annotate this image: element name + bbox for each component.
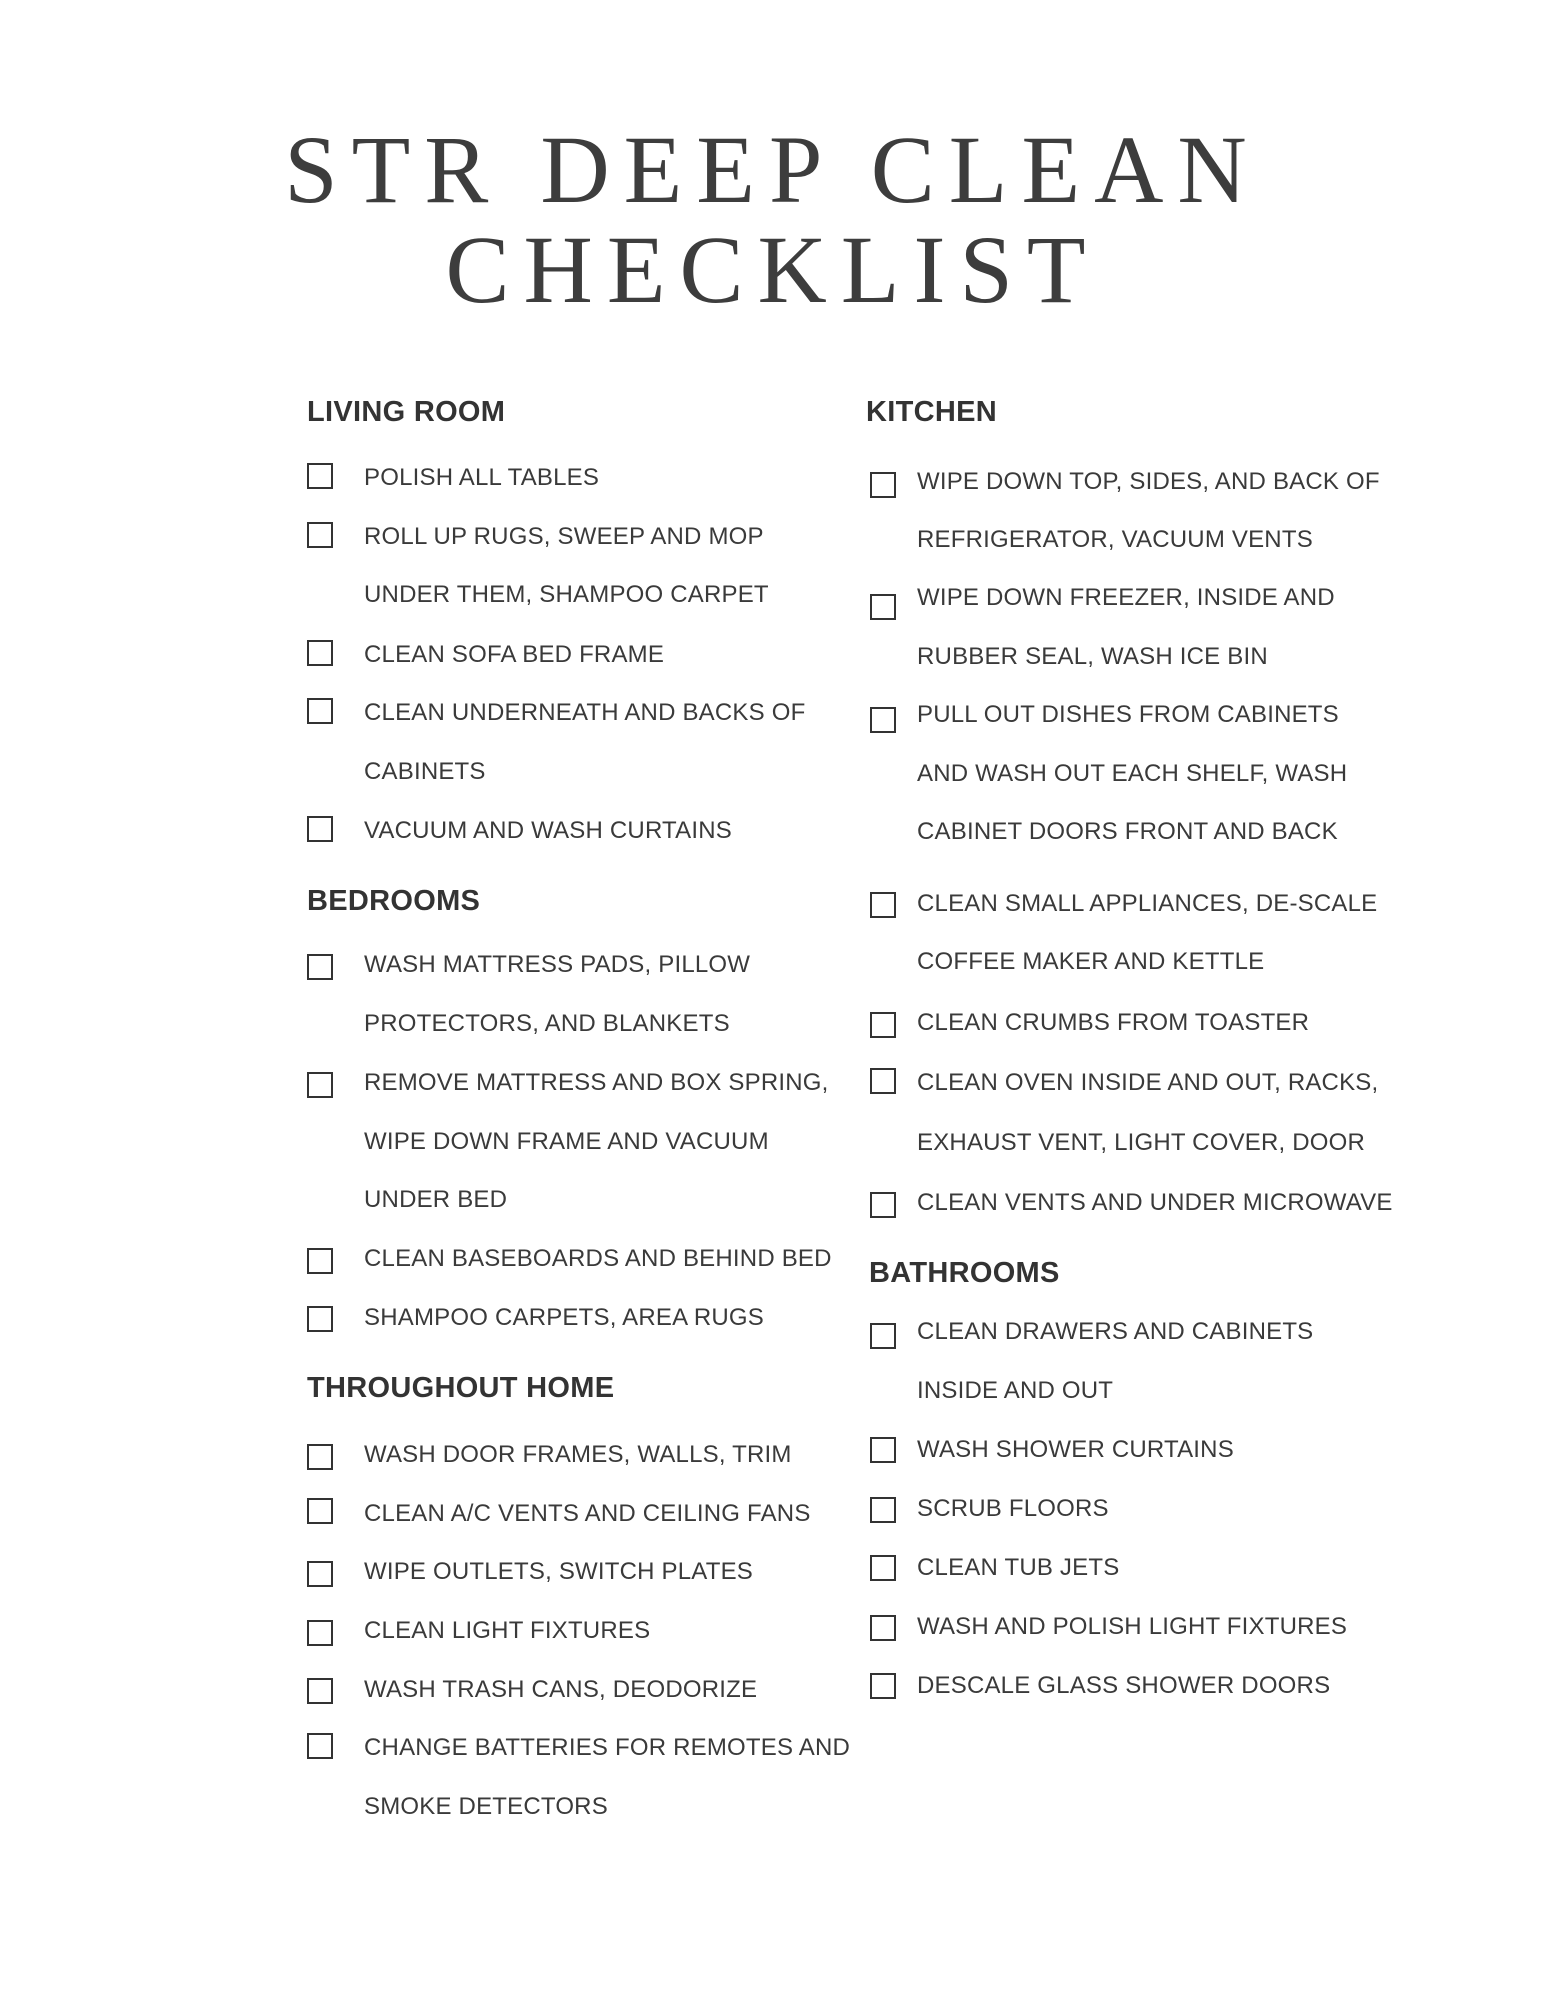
checkbox[interactable] [870, 594, 896, 620]
checklist-item-text: WASH DOOR FRAMES, WALLS, TRIM [364, 1441, 792, 1468]
checklist-item-text: WIPE DOWN FRAME AND VACUUM [364, 1128, 769, 1155]
checklist-item-text: CLEAN VENTS AND UNDER MICROWAVE [917, 1189, 1393, 1216]
checklist-item-text: SMOKE DETECTORS [364, 1793, 608, 1820]
checklist-item-text: CLEAN SOFA BED FRAME [364, 641, 665, 668]
checklist-item-text: EXHAUST VENT, LIGHT COVER, DOOR [917, 1129, 1366, 1156]
checklist-item-text: WASH SHOWER CURTAINS [917, 1436, 1234, 1463]
section-heading-bathrooms: BATHROOMS [869, 1257, 1060, 1289]
checklist-item-text: CLEAN SMALL APPLIANCES, DE-SCALE [917, 890, 1378, 917]
checklist-item-text: CLEAN UNDERNEATH AND BACKS OF [364, 699, 806, 726]
checklist-item-text: CABINET DOORS FRONT AND BACK [917, 818, 1338, 845]
checklist-item-text: PROTECTORS, AND BLANKETS [364, 1010, 730, 1037]
checklist-item-text: WASH MATTRESS PADS, PILLOW [364, 951, 751, 978]
checkbox[interactable] [870, 472, 896, 498]
checklist-item-text: WIPE DOWN TOP, SIDES, AND BACK OF [917, 468, 1380, 495]
checkbox[interactable] [870, 1615, 896, 1641]
checklist-item-text: CLEAN A/C VENTS AND CEILING FANS [364, 1500, 811, 1527]
section-heading-living-room: LIVING ROOM [307, 396, 506, 428]
checklist-item-text: CLEAN CRUMBS FROM TOASTER [917, 1009, 1310, 1036]
checkbox[interactable] [870, 1323, 896, 1349]
section-heading-bedrooms: BEDROOMS [307, 885, 481, 917]
checklist-item-text: VACUUM AND WASH CURTAINS [364, 817, 732, 844]
page-title-line-1: STR DEEP CLEAN [284, 116, 1261, 223]
checklist-item-text: CLEAN TUB JETS [917, 1554, 1120, 1581]
section-heading-throughout-home: THROUGHOUT HOME [307, 1372, 615, 1404]
checklist-item-text: CABINETS [364, 758, 486, 785]
checklist-item-text: DESCALE GLASS SHOWER DOORS [917, 1672, 1331, 1699]
checklist-item-text: REFRIGERATOR, VACUUM VENTS [917, 526, 1313, 553]
checkbox[interactable] [870, 1555, 896, 1581]
checklist-item-text: CHANGE BATTERIES FOR REMOTES AND [364, 1734, 851, 1761]
checklist-item-text: SHAMPOO CARPETS, AREA RUGS [364, 1304, 764, 1331]
checkbox[interactable] [870, 1437, 896, 1463]
checkbox[interactable] [870, 1497, 896, 1523]
checklist-item-text: CLEAN BASEBOARDS AND BEHIND BED [364, 1245, 832, 1272]
checklist-item-text: COFFEE MAKER AND KETTLE [917, 948, 1265, 975]
checklist-item-text: WASH AND POLISH LIGHT FIXTURES [917, 1613, 1348, 1640]
checklist-item-text: REMOVE MATTRESS AND BOX SPRING, [364, 1069, 829, 1096]
checkbox[interactable] [870, 892, 896, 918]
checklist-item-text: WASH TRASH CANS, DEODORIZE [364, 1676, 758, 1703]
page-title-line-2: CHECKLIST [445, 216, 1100, 323]
checkbox[interactable] [870, 1673, 896, 1699]
checklist-item-text: INSIDE AND OUT [917, 1377, 1114, 1404]
checklist-item-text: RUBBER SEAL, WASH ICE BIN [917, 643, 1268, 670]
checklist-item-text: UNDER BED [364, 1186, 508, 1213]
checklist-item-text: PULL OUT DISHES FROM CABINETS [917, 701, 1339, 728]
section-heading-kitchen: KITCHEN [866, 396, 997, 428]
checklist-item-text: AND WASH OUT EACH SHELF, WASH [917, 760, 1348, 787]
checklist-item-text: CLEAN DRAWERS AND CABINETS [917, 1318, 1314, 1345]
checklist-item-text: CLEAN OVEN INSIDE AND OUT, RACKS, [917, 1069, 1379, 1096]
checklist-item-text: ROLL UP RUGS, SWEEP AND MOP [364, 523, 764, 550]
checklist-item-text: UNDER THEM, SHAMPOO CARPET [364, 581, 769, 608]
checklist-item-text: SCRUB FLOORS [917, 1495, 1109, 1522]
checklist-item-text: CLEAN LIGHT FIXTURES [364, 1617, 651, 1644]
checklist-item-text: POLISH ALL TABLES [364, 464, 600, 491]
checklist-item-text: WIPE DOWN FREEZER, INSIDE AND [917, 584, 1335, 611]
checklist-item-text: WIPE OUTLETS, SWITCH PLATES [364, 1558, 754, 1585]
checkbox[interactable] [870, 1068, 896, 1094]
checkbox[interactable] [870, 1192, 896, 1218]
checkbox[interactable] [870, 707, 896, 733]
checkbox[interactable] [870, 1012, 896, 1038]
